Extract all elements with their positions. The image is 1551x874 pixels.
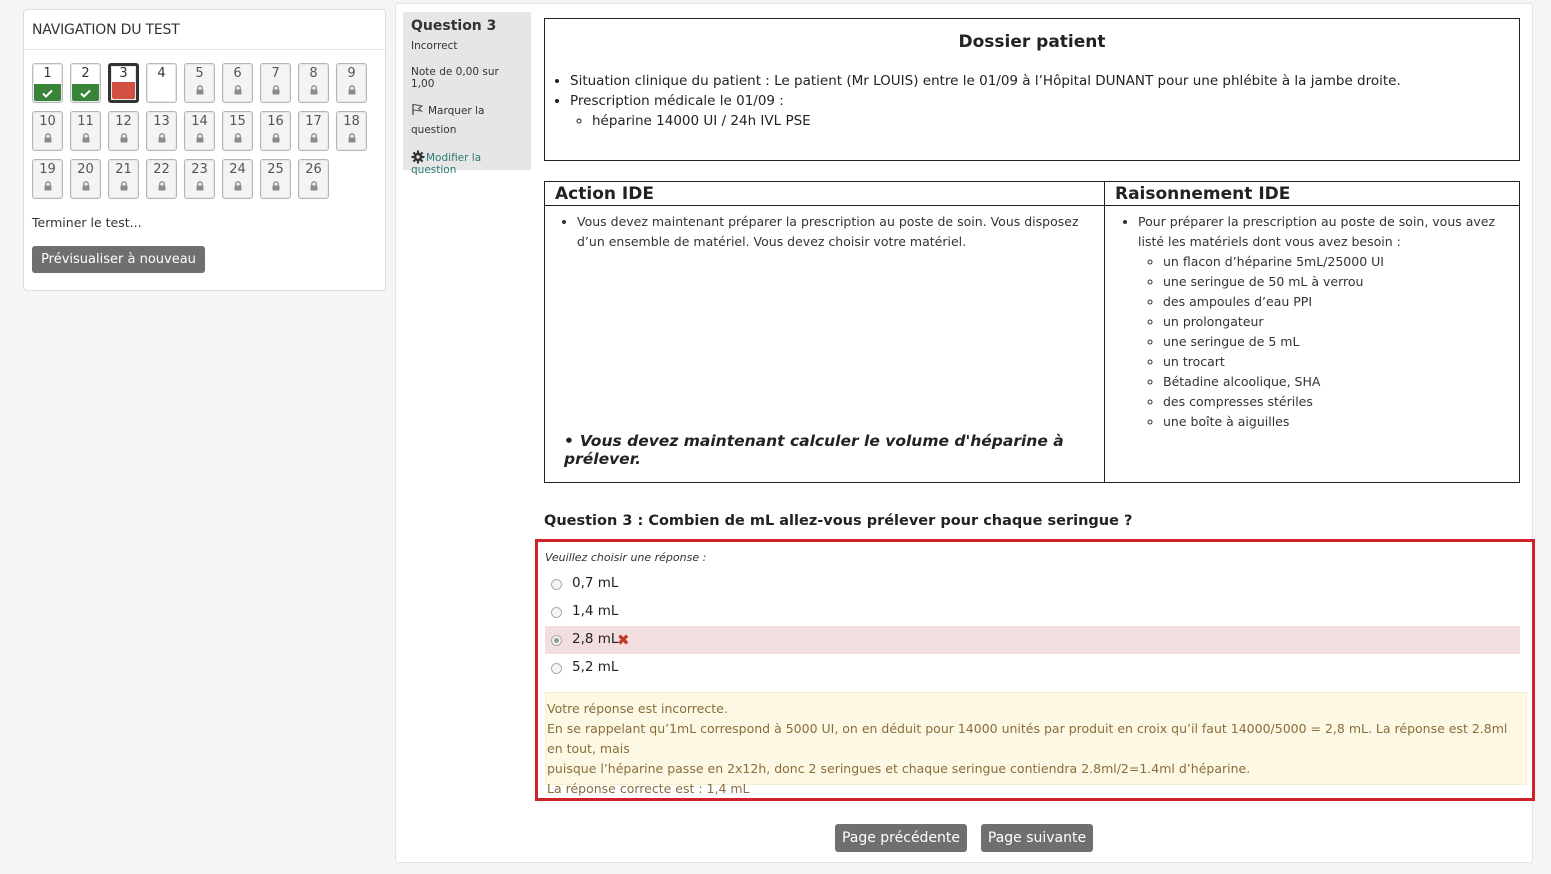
feedback-correct-answer: La réponse correcte est : 1,4 mL xyxy=(547,781,750,796)
question-nav-button[interactable] xyxy=(222,159,253,199)
question-state: Incorrect xyxy=(411,40,458,52)
feedback-panel xyxy=(545,692,1527,796)
bullet: • xyxy=(564,432,574,450)
question-nav-button[interactable] xyxy=(336,63,367,103)
question-nav-button[interactable] xyxy=(146,159,177,199)
material-item: ◦ un prolongateur xyxy=(1163,312,1508,332)
lock-icon xyxy=(233,133,243,143)
question-nav-button[interactable] xyxy=(184,159,215,199)
action-ide-cell xyxy=(545,206,1105,483)
lock-icon xyxy=(81,181,91,191)
flag-question-label: Marquer la question xyxy=(411,105,485,136)
correct-band xyxy=(72,84,99,101)
lock-icon xyxy=(233,181,243,191)
lock-icon-wrap xyxy=(71,132,100,147)
lock-icon xyxy=(347,133,357,143)
question-info-panel xyxy=(403,12,531,176)
question-nav-button[interactable] xyxy=(32,111,63,151)
answer-label: 5,2 mL xyxy=(572,659,619,675)
reasoning-intro-text: Pour préparer la prescription au poste de soin, vous avez listé les matériels dont vous avez besoin : xyxy=(1138,214,1496,249)
lock-icon-wrap xyxy=(223,132,252,147)
lock-icon-wrap xyxy=(223,180,252,195)
lock-icon-wrap xyxy=(185,132,214,147)
lock-icon xyxy=(43,181,53,191)
question-nav-button[interactable] xyxy=(108,111,139,151)
material-item: ◦ des compresses stériles xyxy=(1163,392,1508,412)
question-nav-number: 19 xyxy=(39,162,56,177)
check-icon xyxy=(42,89,53,98)
previous-page-button[interactable]: Page précédente xyxy=(835,824,967,852)
action-list xyxy=(546,212,1103,252)
correct-band xyxy=(34,84,61,101)
question-nav-button[interactable] xyxy=(260,159,291,199)
edit-question-link[interactable] xyxy=(411,150,523,176)
answer-option[interactable] xyxy=(545,598,1520,626)
answer-option[interactable] xyxy=(545,626,1520,654)
lock-icon-wrap xyxy=(185,180,214,195)
lock-icon xyxy=(157,181,167,191)
material-item: ◦ une seringue de 50 mL à verrou xyxy=(1163,272,1508,292)
answer-highlight-box xyxy=(535,539,1535,801)
lock-icon-wrap xyxy=(261,180,290,195)
answer-radio[interactable] xyxy=(551,607,562,618)
lock-icon xyxy=(195,133,205,143)
lock-icon xyxy=(119,133,129,143)
question-nav-button[interactable] xyxy=(222,63,253,103)
question-nav-number: 25 xyxy=(267,162,284,177)
question-nav-number: 17 xyxy=(305,114,322,129)
next-page-button[interactable]: Page suivante xyxy=(981,824,1093,852)
edit-question-label: Modifier la question xyxy=(411,152,482,176)
incorrect-x-icon: ✖ xyxy=(617,631,630,649)
lock-icon-wrap xyxy=(147,132,176,147)
lock-icon xyxy=(309,85,319,95)
action-text: • Vous devez maintenant préparer la prescription au poste de soin. Vous disposez d’un ensemble de matériel. Vous devez choisir votre matériel. xyxy=(577,212,1103,252)
lock-icon xyxy=(271,133,281,143)
feedback-result: Votre réponse est incorrecte. xyxy=(547,701,728,716)
question-nav-button[interactable] xyxy=(32,63,63,103)
answer-radio[interactable] xyxy=(551,579,562,590)
lock-icon xyxy=(119,181,129,191)
question-nav-number: 5 xyxy=(195,66,204,81)
quiz-navigation-block xyxy=(23,9,386,291)
lock-icon-wrap xyxy=(185,84,214,99)
lock-icon-wrap xyxy=(299,180,328,195)
feedback-explanation-1: En se rappelant qu’1mL correspond à 5000 UI, on en déduit pour 14000 unités par produit en croix qu’il faut 14000/5000 = 2,8 mL. La réponse est 2.8ml en tout, mais xyxy=(547,721,1508,756)
lock-icon-wrap xyxy=(71,180,100,195)
question-nav-button[interactable] xyxy=(222,111,253,151)
question-nav-number: 24 xyxy=(229,162,246,177)
lock-icon-wrap xyxy=(33,132,62,147)
reasoning-intro xyxy=(1138,212,1508,432)
lock-icon-wrap xyxy=(261,132,290,147)
answer-radio[interactable] xyxy=(551,635,562,646)
flag-question-link[interactable] xyxy=(411,102,523,140)
patient-record-box xyxy=(544,18,1520,161)
ide-table-header-row xyxy=(545,182,1520,206)
finish-attempt-link[interactable]: Terminer le test... xyxy=(32,215,142,230)
question-grade: Note de 0,00 sur 1,00 xyxy=(411,66,499,90)
ide-table-body-row xyxy=(545,206,1520,483)
question-nav-number: 4 xyxy=(157,66,166,81)
lock-icon-wrap xyxy=(33,180,62,195)
question-number-title: Question 3 xyxy=(411,18,497,34)
flag-icon xyxy=(411,103,424,116)
question-nav-number: 21 xyxy=(115,162,132,177)
answer-label: 2,8 mL xyxy=(572,631,619,647)
lock-icon xyxy=(195,181,205,191)
prescription-detail: ◦ héparine 14000 UI / 24h IVL PSE xyxy=(592,111,1401,131)
material-item: ◦ un flacon d’héparine 5mL/25000 UI xyxy=(1163,252,1508,272)
question-nav-number: 20 xyxy=(77,162,94,177)
question-nav-number: 1 xyxy=(43,66,52,81)
material-item: ◦ des ampoules d’eau PPI xyxy=(1163,292,1508,312)
lock-icon xyxy=(43,133,53,143)
lock-icon xyxy=(271,181,281,191)
question-region xyxy=(395,3,1533,863)
prescription-sublist xyxy=(570,111,1401,131)
calculation-instruction xyxy=(564,432,1104,468)
question-nav-number: 10 xyxy=(39,114,56,129)
question-nav-button[interactable] xyxy=(260,111,291,151)
question-nav-number: 3 xyxy=(119,66,128,81)
question-nav-number: 26 xyxy=(305,162,322,177)
patient-record-title: Dossier patient xyxy=(958,32,1106,52)
lock-icon-wrap xyxy=(299,132,328,147)
question-nav-number: 12 xyxy=(115,114,132,129)
lock-icon xyxy=(271,85,281,95)
lock-icon-wrap xyxy=(109,180,138,195)
question-nav-button[interactable] xyxy=(70,111,101,151)
check-icon xyxy=(80,89,91,98)
preview-again-button[interactable]: Prévisualiser à nouveau xyxy=(32,246,205,273)
patient-record-list xyxy=(555,71,1401,131)
material-item: ◦ une boîte à aiguilles xyxy=(1163,412,1508,432)
lock-icon-wrap xyxy=(337,84,366,99)
incorrect-band xyxy=(112,82,135,99)
question-nav-button[interactable] xyxy=(108,159,139,199)
lock-icon xyxy=(81,133,91,143)
question-nav-button[interactable] xyxy=(32,159,63,199)
question-nav-button[interactable] xyxy=(298,111,329,151)
reasoning-ide-cell xyxy=(1105,206,1520,483)
lock-icon-wrap xyxy=(261,84,290,99)
lock-icon-wrap xyxy=(109,132,138,147)
question-nav-button[interactable] xyxy=(146,63,177,103)
question-text: Question 3 : Combien de mL allez-vous prélever pour chaque seringue ? xyxy=(544,513,1133,529)
reasoning-list xyxy=(1106,212,1518,432)
lock-icon-wrap xyxy=(337,132,366,147)
clinical-situation: • Situation clinique du patient : Le patient (Mr LOUIS) entre le 01/09 à l’Hôpital DUNANT pour une phlébite à la jambe droite. xyxy=(570,71,1401,91)
lock-icon xyxy=(233,85,243,95)
prescription-item xyxy=(570,91,1401,131)
action-ide-header: Action IDE xyxy=(545,182,1105,206)
lock-icon-wrap xyxy=(299,84,328,99)
question-nav-number: 2 xyxy=(81,66,90,81)
question-nav-number: 8 xyxy=(309,66,318,81)
feedback-explanation-2: puisque l’héparine passe en 2x12h, donc 2 seringues et chaque seringue contiendra 2.8ml/2=1.4ml d’héparine. xyxy=(547,761,1251,776)
question-nav-number: 6 xyxy=(233,66,242,81)
material-item: ◦ une seringue de 5 mL xyxy=(1163,332,1508,352)
lock-icon xyxy=(347,85,357,95)
lock-icon xyxy=(157,133,167,143)
question-nav-number: 23 xyxy=(191,162,208,177)
answer-label: 0,7 mL xyxy=(572,575,619,591)
ide-table xyxy=(544,181,1520,483)
material-item: ◦ Bétadine alcoolique, SHA xyxy=(1163,372,1508,392)
question-nav-button[interactable] xyxy=(336,111,367,151)
prescription-label: Prescription médicale le 01/09 : xyxy=(570,93,784,109)
question-nav-button[interactable] xyxy=(298,159,329,199)
answer-label: 1,4 mL xyxy=(572,603,619,619)
question-nav-button[interactable] xyxy=(108,63,139,103)
question-nav-number: 16 xyxy=(267,114,284,129)
question-nav-number: 18 xyxy=(343,114,360,129)
question-nav-number: 9 xyxy=(347,66,356,81)
gear-icon xyxy=(411,150,425,164)
answer-option[interactable] xyxy=(545,654,1520,682)
quiz-navigation-title: NAVIGATION DU TEST xyxy=(24,10,385,50)
answer-option[interactable] xyxy=(545,570,1520,598)
question-nav-number: 11 xyxy=(77,114,94,129)
question-nav-button[interactable] xyxy=(146,111,177,151)
question-nav-number: 14 xyxy=(191,114,208,129)
question-nav-number: 15 xyxy=(229,114,246,129)
question-nav-button[interactable] xyxy=(184,111,215,151)
lock-icon xyxy=(309,181,319,191)
materials-list xyxy=(1138,252,1508,432)
lock-icon-wrap xyxy=(147,180,176,195)
question-nav-button[interactable] xyxy=(184,63,215,103)
material-item: ◦ un trocart xyxy=(1163,352,1508,372)
question-nav-button[interactable] xyxy=(298,63,329,103)
answer-prompt: Veuillez choisir une réponse : xyxy=(545,551,707,564)
question-nav-number: 13 xyxy=(153,114,170,129)
question-nav-number: 22 xyxy=(153,162,170,177)
question-nav-number: 7 xyxy=(271,66,280,81)
question-nav-button[interactable] xyxy=(70,159,101,199)
reasoning-ide-header: Raisonnement IDE xyxy=(1105,182,1520,206)
question-nav-button[interactable] xyxy=(70,63,101,103)
lock-icon-wrap xyxy=(223,84,252,99)
calculation-instruction-text: Vous devez maintenant calculer le volume d'héparine à prélever. xyxy=(564,432,1064,468)
lock-icon xyxy=(195,85,205,95)
answer-radio[interactable] xyxy=(551,663,562,674)
question-nav-button[interactable] xyxy=(260,63,291,103)
lock-icon xyxy=(309,133,319,143)
